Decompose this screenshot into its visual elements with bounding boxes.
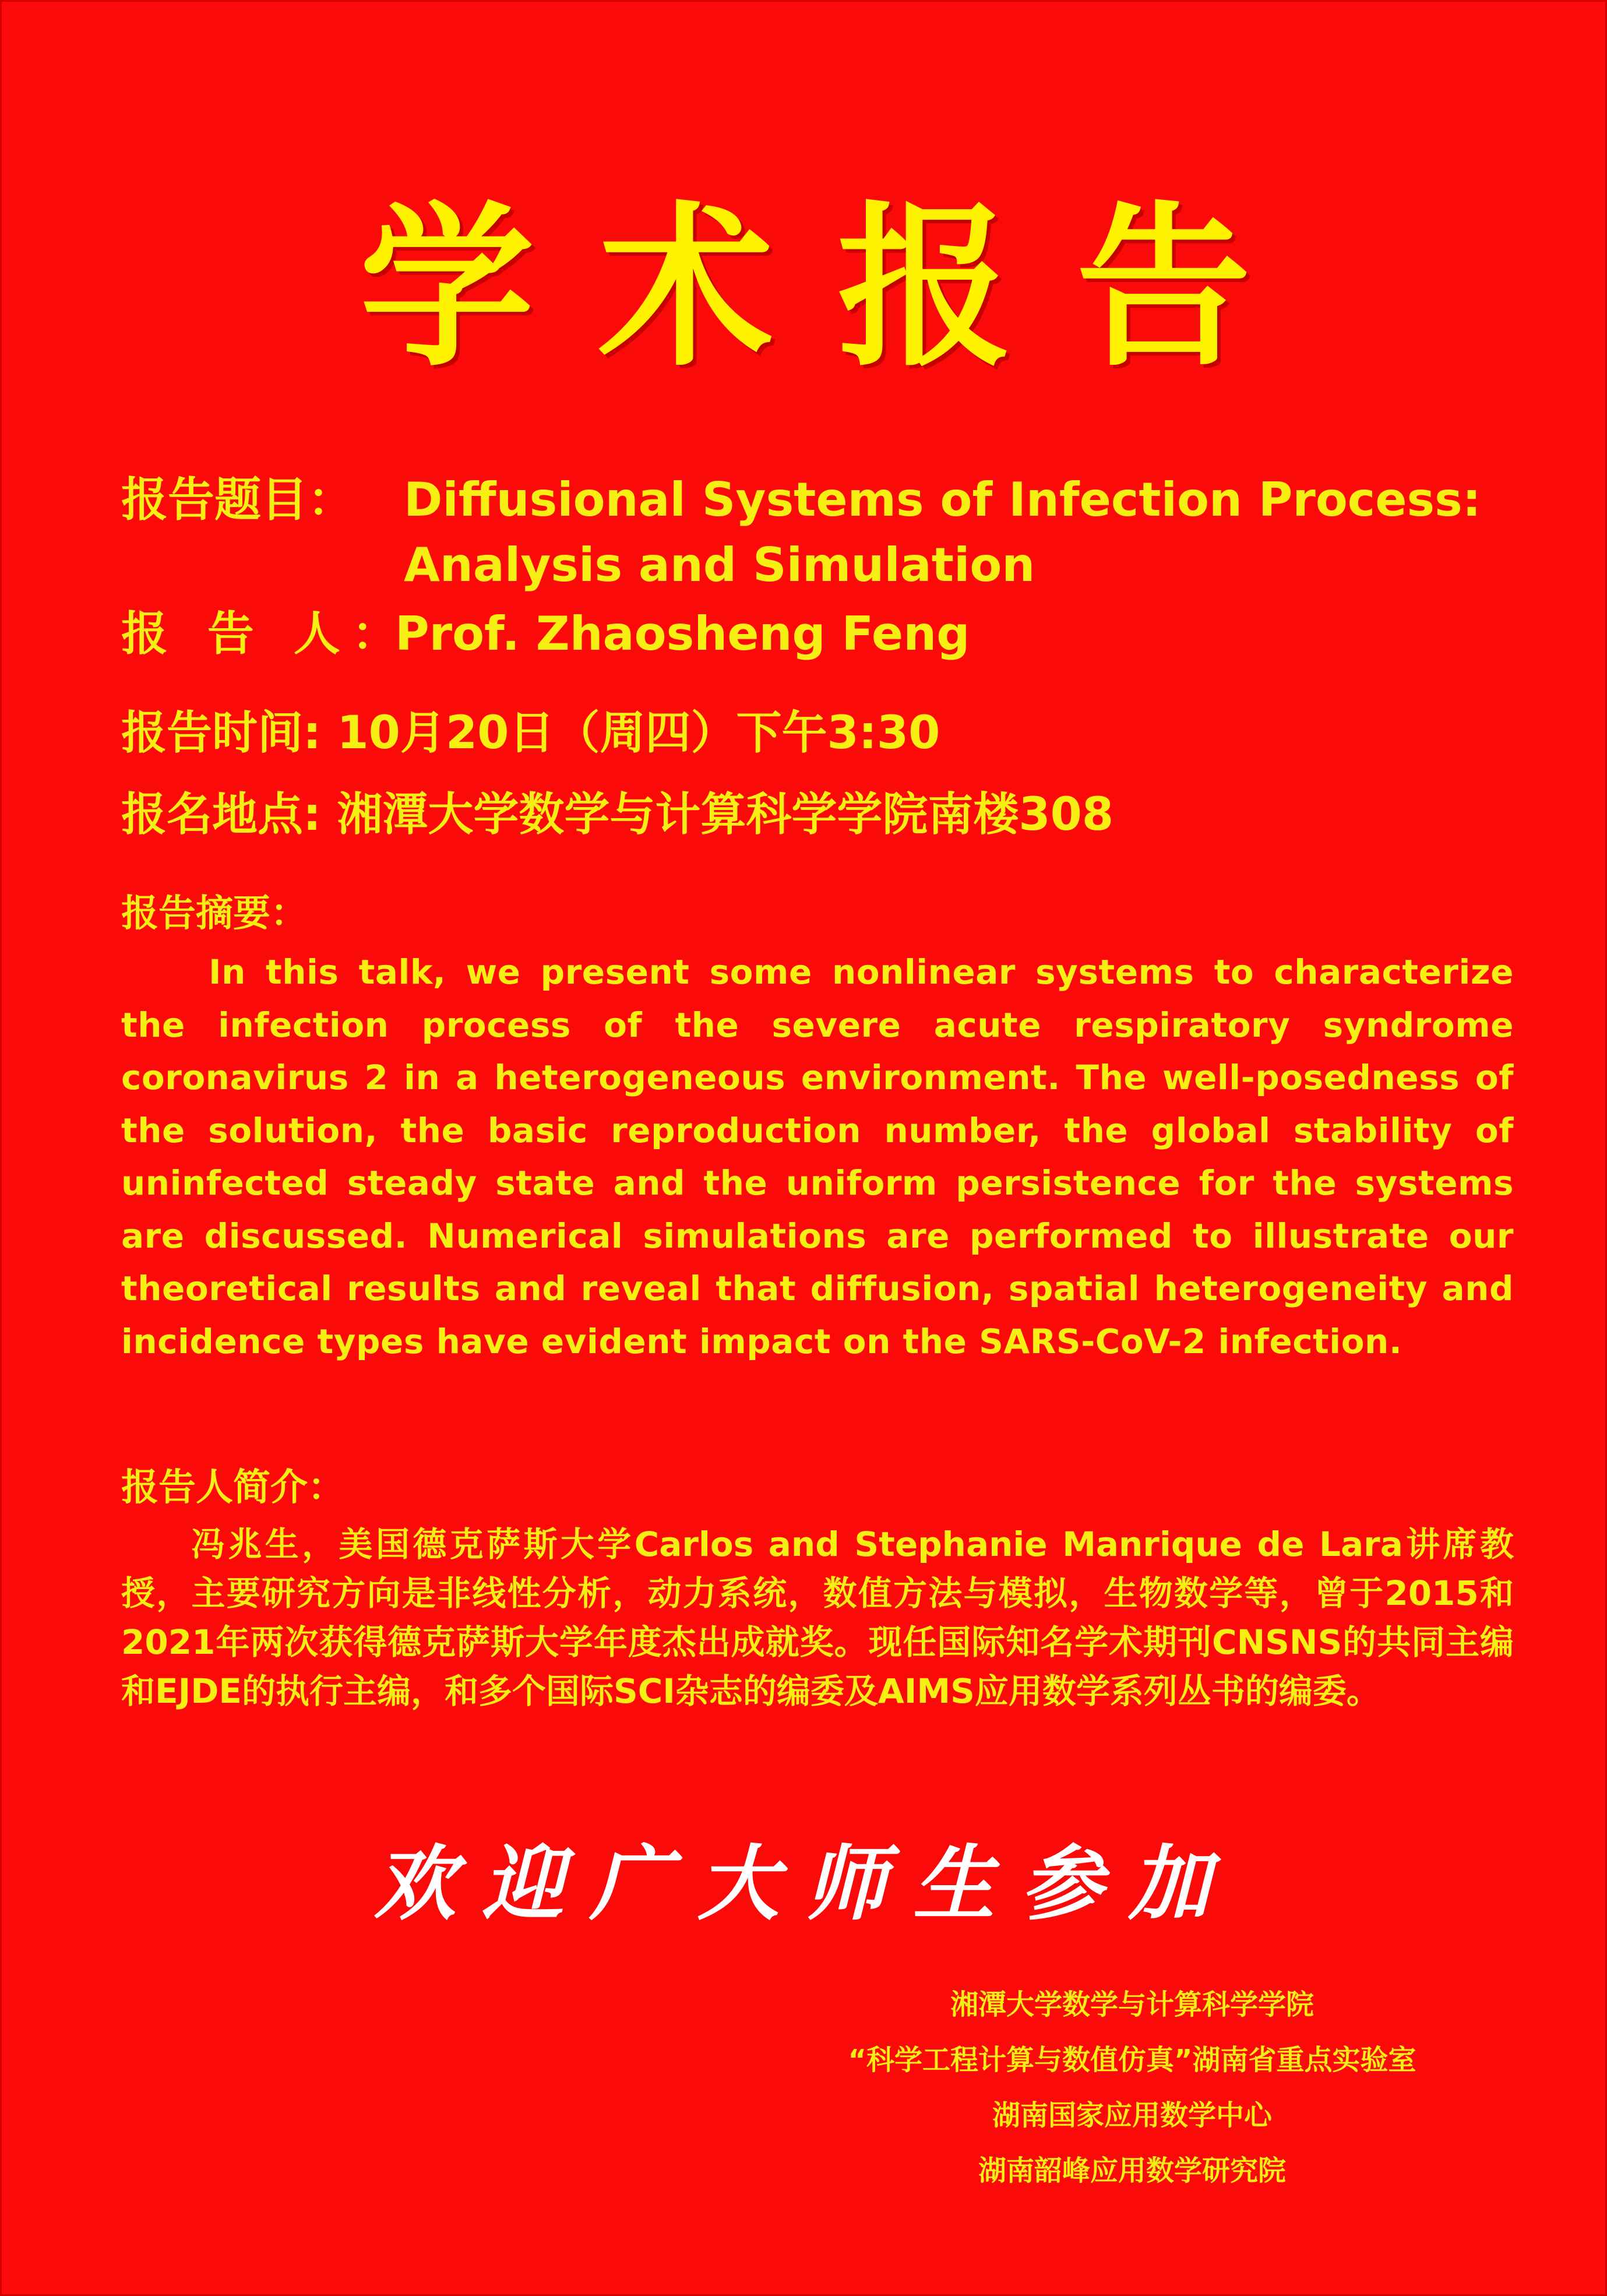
welcome-slogan: 欢迎广大师生参加	[373, 1836, 1236, 1932]
speaker-name: Prof. Zhaosheng Feng	[395, 607, 970, 661]
speaker-label: 报 告 人：	[121, 607, 410, 661]
report-time: 报告时间: 10月20日（周四）下午3:30	[121, 707, 940, 759]
topic-label: 报告题目：	[121, 473, 354, 527]
bio-text: 冯兆生，美国德克萨斯大学Carlos and Stephanie Manrique de Lara讲席教授，主要研究方向是非线性分析，动力系统，数值方法与模拟，生物数学等，曾于2015和2021年两次获得德克萨斯大学年度杰出成就奖。现任国际知名学术期刊CNSNS的共同主编和EJDE的执行主编，和多个国际SCI杂志的编委及AIMS应用数学系列丛书的编委。	[121, 1524, 1514, 1711]
report-location: 报名地点: 湘潭大学数学与计算科学学院南楼308	[121, 788, 1114, 841]
poster-title: 学术报告	[360, 184, 1315, 390]
organizer-item: “科学工程计算与数值仿真”湖南省重点实验室	[848, 2044, 1416, 2076]
topic-title-line1: Diffusional Systems of Infection Process:	[404, 473, 1481, 527]
organizer-item: 湘潭大学数学与计算科学学院	[950, 1988, 1314, 2021]
organizer-item: 湖南韶峰应用数学研究院	[978, 2154, 1286, 2187]
abstract-text: In this talk, we present some nonlinear systems to characterize the infection process of the severe acute respiratory syndrome coronavirus 2 in a heterogeneous environment. The well-posedness of the solution, the basic reproduction number, the global stability of uninfected steady state and the uniform persistence for the systems are discussed. Numerical simulations are performed to illustrate our theoretical results and reveal that diffusion, spatial heterogeneity and incidence types have evident impact on the SARS-CoV-2 infection.	[121, 952, 1514, 1361]
bio-label: 报告人简介：	[121, 1466, 345, 1509]
organizer-list	[759, 1977, 1505, 2199]
topic-title-line2: Analysis and Simulation	[404, 538, 1035, 592]
abstract-label: 报告摘要：	[121, 892, 308, 935]
organizer-item: 湖南国家应用数学中心	[992, 2099, 1272, 2132]
